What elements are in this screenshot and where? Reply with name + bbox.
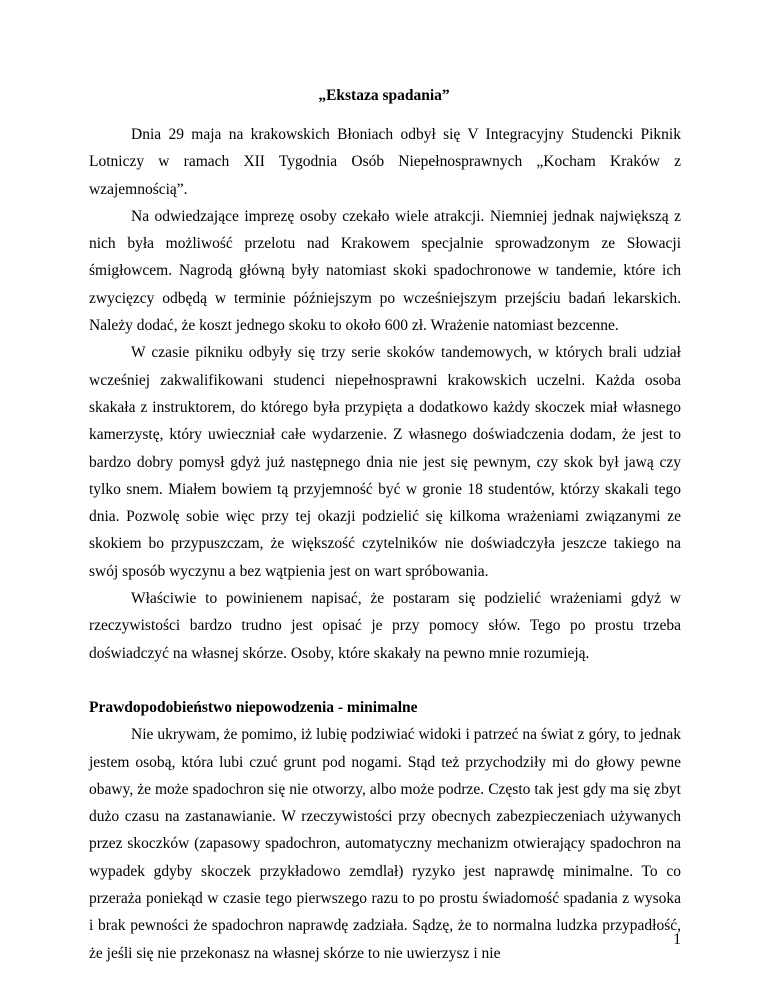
paragraph-impressions: Właściwie to powinienem napisać, że postaram się podzielić wrażeniami gdyż w rzeczywistości bardzo trudno jest opisać je przy pomocy słów. Tego po prostu trzeba doświadczyć na własnej skórze. Osoby, które skakały na pewno mnie rozumieją.: [89, 590, 681, 662]
paragraph-intro: Dnia 29 maja na krakowskich Błoniach odbył się V Integracyjny Studencki Piknik Lotniczy w ramach XII Tygodnia Osób Niepełnosprawnych „Kocham Kraków z wzajemnością”.: [89, 126, 681, 198]
paragraph-attractions: Na odwiedzające imprezę osoby czekało wiele atrakcji. Niemniej jednak największą z nich była możliwość przelotu nad Krakowem specjalnie sprowadzonym ze Słowacji śmigłowcem. Nagrodą główną były natomiast skoki spadochronowe w tandemie, które ich zwycięzcy odbędą w terminie późniejszym po wcześniejszym przejściu badań lekarskich. Należy dodać, że koszt jednego skoku to około 600 zł. Wrażenie natomiast bezcenne.: [89, 207, 681, 335]
section-heading: Prawdopodobieństwo niepowodzenia - minimalne: [89, 698, 418, 716]
paragraph-tandem-jumps: W czasie pikniku odbyły się trzy serie skoków tandemowych, w których brali udział wcześniej zakwalifikowani studenci niepełnosprawni krakowskich uczelni. Każda osoba skakała z instruktorem, do którego była przypięta a dodatkowo każdy skoczek miał własnego kamerzystę, który uwieczniał całe wydarzenie. Z własnego doświadczenia dodam, że jest to bardzo dobry pomysł gdyż już następnego dnia nie jest się pewnym, czy skok był jawą czy tylko snem. Miałem bowiem tą przyjemność być w gronie 18 studentów, którzy skakali tego dnia. Pozwolę sobie więc przy tej okazji podzielić się kilkoma wrażeniami związanymi ze skokiem bo przypuszczam, że większość czytelników nie doświadczyła jeszcze takiego na swój sposób wyczynu a bez wątpienia jest on wart spróbowania.: [89, 344, 681, 580]
document-body: [89, 121, 681, 967]
paragraph-risk: Nie ukrywam, że pomimo, iż lubię podziwiać widoki i patrzeć na świat z góry, to jednak jestem osobą, która lubi czuć grunt pod nogami. Stąd też przychodziły mi do głowy pewne obawy, że może spadochron się nie otworzy, albo może podrze. Często tak jest gdy ma się zbyt dużo czasu na zastanawianie. W rzeczywistości przy obecnych zabezpieczeniach używanych przez skoczków (zapasowy spadochron, automatyczny mechanizm otwierający spadochron na wypadek gdyby skoczek przykładowo zemdlał) ryzyko jest naprawdę minimalne. To co przeraża poniekąd w czasie tego pierwszego razu to po prostu świadomość spadania z wysoka i brak pewności że spadochron naprawdę zadziała. Sądzę, że to normalna ludzka przypadłość, że jeśli się nie przekonasz na własnej skórze to nie uwierzysz i nie: [89, 726, 681, 962]
document-title: „Ekstaza spadania”: [318, 87, 450, 104]
page-number: 1: [673, 931, 681, 948]
